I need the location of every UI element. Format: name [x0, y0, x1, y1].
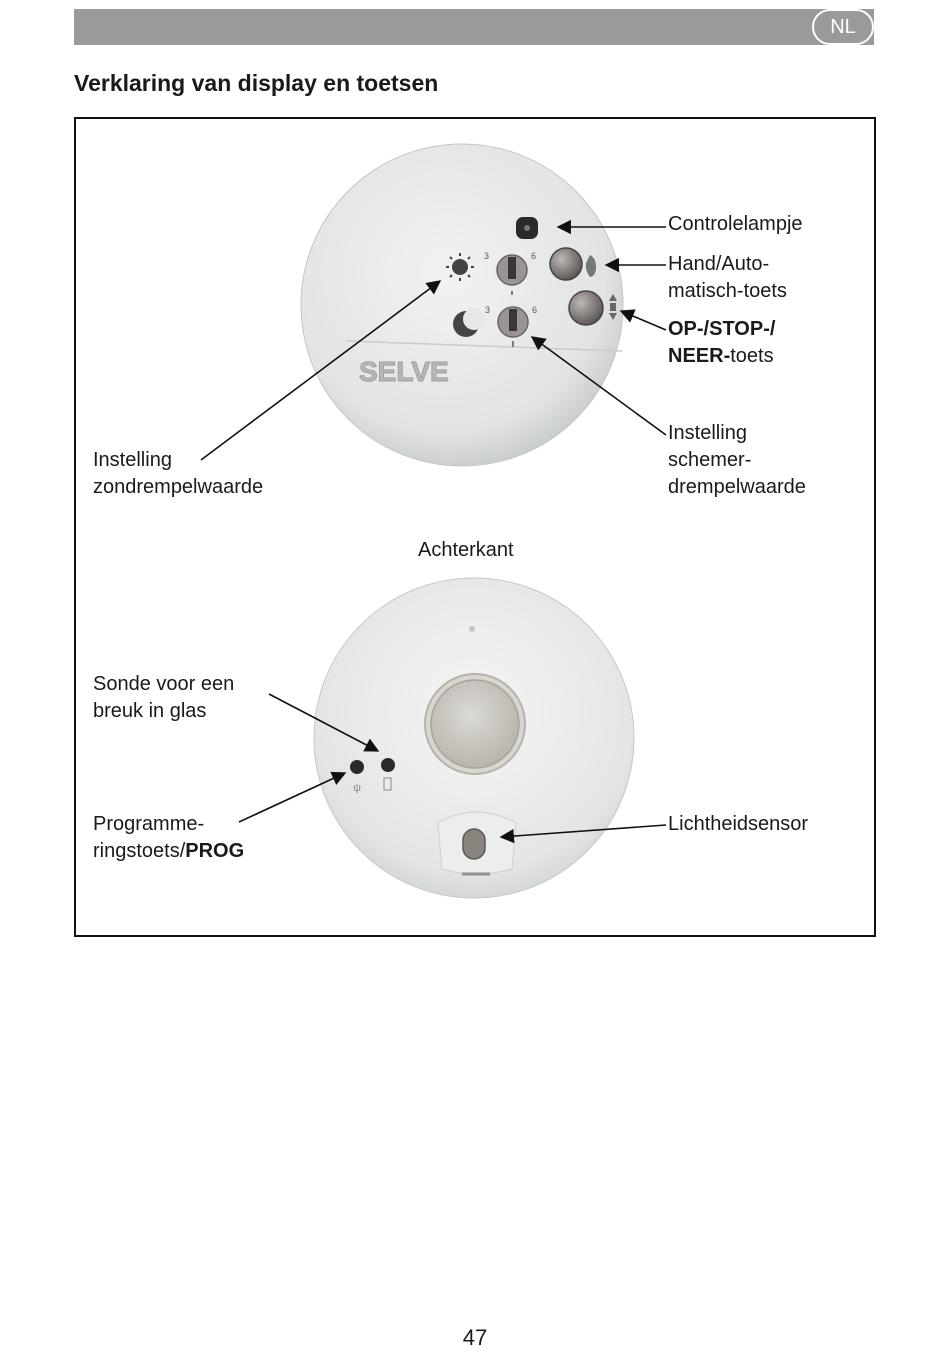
label-op-stop-neer — [668, 316, 775, 370]
label-sonde — [93, 671, 234, 725]
label-prog-line2: ringstoets/ — [93, 840, 186, 862]
label-zon — [93, 447, 263, 501]
label-hand-auto-line2: matisch-toets — [668, 280, 787, 302]
up-stop-down-button[interactable] — [569, 291, 603, 325]
twilight-dial-number-high: 6 — [532, 305, 538, 315]
indicator-lamp-glint — [524, 225, 530, 231]
front-device — [301, 144, 623, 466]
twilight-dial-number-low: 3 — [485, 305, 491, 315]
prog-button[interactable] — [350, 760, 364, 774]
back-device — [314, 578, 634, 898]
back-top-dot — [469, 626, 475, 632]
label-controlelampje: Controlelampje — [668, 213, 803, 235]
label-neer-rest: toets — [730, 345, 774, 367]
label-prog-line1: Programme- — [93, 813, 205, 835]
section-title: Verklaring van display en toetsen — [74, 70, 439, 96]
label-neer-bold: NEER- — [668, 345, 731, 367]
label-hand-auto — [668, 251, 787, 305]
language-badge: NL — [812, 9, 874, 45]
central-lens — [431, 680, 519, 768]
page-number: 47 — [462, 1325, 488, 1350]
sun-dial-number-low: 3 — [484, 251, 490, 261]
hand-auto-button[interactable] — [550, 248, 582, 280]
selve-logo: SELVE — [359, 356, 449, 387]
label-hand-auto-line1: Hand/Auto- — [668, 253, 770, 275]
label-zon-line2: zondrempelwaarde — [93, 476, 264, 498]
label-lichtheidsensor: Lichtheidsensor — [668, 813, 809, 835]
label-schemer-line3: drempelwaarde — [668, 476, 806, 498]
diagram-frame — [74, 117, 876, 937]
sun-dial-number-high: 6 — [531, 251, 537, 261]
label-prog-bold: PROG — [185, 840, 245, 862]
antenna-icon: ψ — [353, 782, 361, 794]
light-sensor — [463, 829, 485, 859]
label-schemer-line1: Instelling — [668, 422, 747, 444]
label-sonde-line1: Sonde voor een — [93, 673, 235, 695]
header-bar — [74, 9, 874, 45]
label-op-stop-bold: OP-/STOP-/ — [668, 318, 776, 340]
label-prog — [93, 811, 244, 865]
back-view-caption: Achterkant — [418, 539, 514, 561]
label-schemer — [668, 420, 806, 501]
label-zon-line1: Instelling — [93, 449, 172, 471]
glass-break-probe — [381, 758, 395, 772]
label-sonde-line2: breuk in glas — [93, 700, 207, 722]
label-schemer-line2: schemer- — [668, 449, 752, 471]
leader-op-stop-neer — [621, 311, 666, 330]
